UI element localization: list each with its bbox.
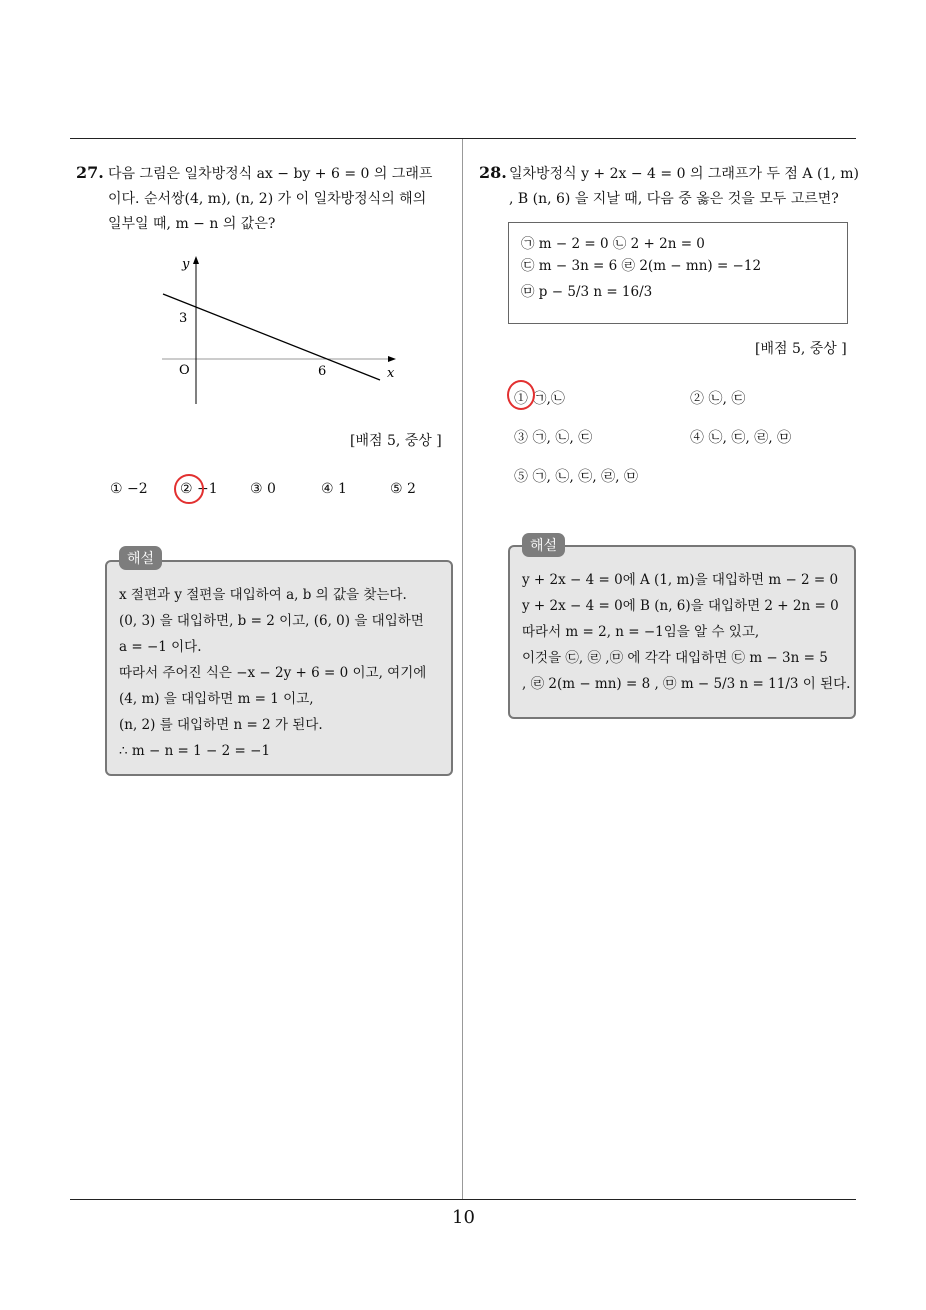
page-number: 10 (452, 1207, 475, 1228)
q27-points: [배점 5, 중상 ] (350, 433, 442, 449)
q27-solution-line: a = −1 이다. (119, 639, 202, 655)
q28-solution-line: , ㉣ 2(m − mn) = 8 , ㉤ m − 5/3 n = 11/3 이 된다. (522, 676, 851, 692)
y-axis-arrow (193, 256, 199, 264)
q27-solution-box (105, 560, 453, 776)
column-divider (462, 139, 463, 1200)
q28-solution-box (508, 545, 856, 719)
q27-solution-line: x 절편과 y 절편을 대입하여 a, b 의 값을 찾는다. (119, 587, 407, 603)
q28-choice-1[interactable]: ① ㉠,㉡ (514, 391, 565, 407)
q27-line: 이다. 순서쌍(4, m), (n, 2) 가 이 일차방정식의 해의 (108, 191, 427, 207)
y-intercept-label: 3 (179, 311, 188, 326)
q28-choice-5[interactable]: ⑤ ㉠, ㉡, ㉢, ㉣, ㉤ (514, 469, 639, 485)
q27-line: 일부일 때, m − n 의 값은? (108, 216, 276, 232)
origin-label: O (179, 363, 190, 378)
x-axis-arrow (388, 356, 396, 362)
q28-solution-line: y + 2x − 4 = 0에 A (1, m)을 대입하면 m − 2 = 0 (522, 572, 839, 588)
q27-choice-1[interactable]: ① −2 (110, 481, 148, 497)
answer-mark-circle (174, 474, 204, 504)
q28-statement-box (508, 222, 848, 324)
q27-graph (150, 250, 410, 410)
y-axis-label: y (182, 257, 190, 272)
q28-number: 28. (479, 163, 507, 182)
q28-solution-body (522, 567, 854, 697)
q27-solution-line: 따라서 주어진 식은 −x − 2y + 6 = 0 이고, 여기에 (119, 665, 427, 681)
top-rule (70, 138, 856, 139)
x-intercept-label: 6 (318, 364, 327, 379)
q28-line: 일차방정식 y + 2x − 4 = 0 의 그래프가 두 점 A (1, m) (509, 166, 859, 182)
q27-solution-body (119, 582, 449, 764)
q27-line: 다음 그림은 일차방정식 ax − by + 6 = 0 의 그래프 (108, 166, 433, 182)
q28-question-text (509, 162, 859, 212)
q27-solution-line: ∴ m − n = 1 − 2 = −1 (119, 743, 271, 759)
answer-mark-circle (507, 380, 535, 410)
q28-statement-line: ㉠ m − 2 = 0 ㉡ 2 + 2n = 0 (521, 236, 705, 252)
q28-choice-4[interactable]: ④ ㉡, ㉢, ㉣, ㉤ (690, 430, 792, 446)
q28-statement-line: ㉤ p − 5/3 n = 16/3 (521, 284, 653, 300)
q28-choice-3[interactable]: ③ ㉠, ㉡, ㉢ (514, 430, 593, 446)
q28-solution-line: y + 2x − 4 = 0에 B (n, 6)을 대입하면 2 + 2n = 0 (522, 598, 839, 614)
q27-question-text (108, 162, 458, 237)
x-axis-label: x (387, 366, 395, 381)
q28-solution-tag: 해설 (522, 533, 565, 557)
q27-solution-line: (n, 2) 를 대입하면 n = 2 가 된다. (119, 717, 323, 733)
q27-solution-line: (0, 3) 을 대입하면, b = 2 이고, (6, 0) 을 대입하면 (119, 613, 424, 629)
q27-solution-tag: 해설 (119, 546, 162, 570)
bottom-rule (70, 1199, 856, 1200)
q28-line: , B (n, 6) 을 지날 때, 다음 중 옳은 것을 모두 고르면? (509, 191, 839, 207)
q28-statement-line: ㉢ m − 3n = 6 ㉣ 2(m − mn) = −12 (521, 258, 762, 274)
q28-solution-line: 따라서 m = 2, n = −1임을 알 수 있고, (522, 624, 760, 640)
q27-number: 27. (76, 163, 104, 182)
q27-choice-4[interactable]: ④ 1 (321, 481, 347, 497)
q27-choice-5[interactable]: ⑤ 2 (390, 481, 416, 497)
q28-solution-line: 이것을 ㉢, ㉣ ,㉤ 에 각각 대입하면 ㉢ m − 3n = 5 (522, 650, 828, 666)
q27-solution-line: (4, m) 을 대입하면 m = 1 이고, (119, 691, 314, 707)
q28-choice-2[interactable]: ② ㉡, ㉢ (690, 391, 746, 407)
q27-choice-2[interactable]: ② −1 (180, 481, 218, 497)
q27-choice-3[interactable]: ③ 0 (250, 481, 276, 497)
q28-points: [배점 5, 중상 ] (755, 341, 847, 357)
